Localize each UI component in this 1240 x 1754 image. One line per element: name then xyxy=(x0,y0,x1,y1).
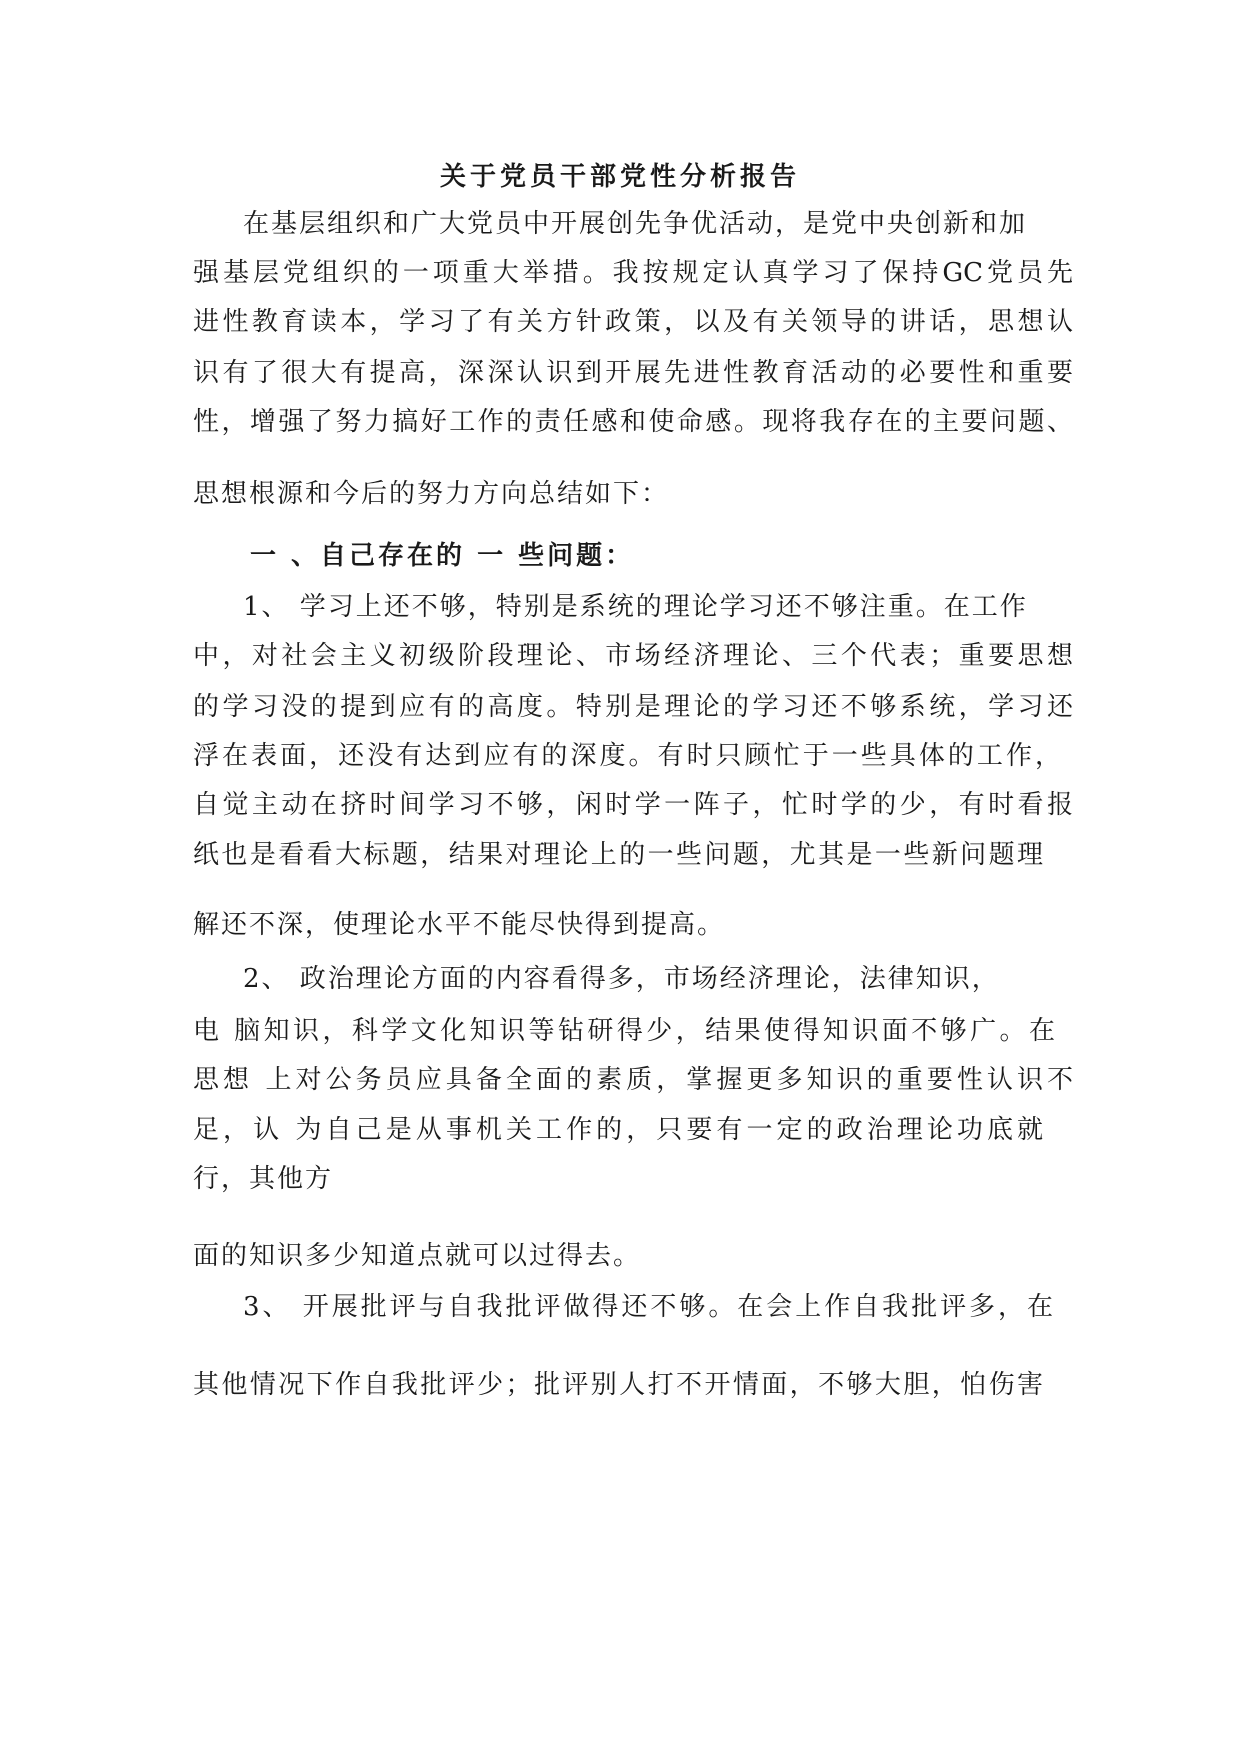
item1-line-1: 1、 学习上还不够，特别是系统的理论学习还不够注重。在工作 xyxy=(243,592,1028,622)
item1-line-3: 的学习没的提到应有的高度。特别是理论的学习还不够系统，学习还 xyxy=(193,692,1073,722)
item1-line-4: 浮在表面，还没有达到应有的深度。有时只顾忙于一些具体的工作， xyxy=(193,741,1061,771)
item2-line-1: 2、 政治理论方面的内容看得多，市场经济理论，法律知识， xyxy=(243,964,1000,994)
intro-line-5: 性，增强了努力搞好工作的责任感和使命感。现将我存在的主要问题、 xyxy=(193,407,1073,437)
intro-line-2: 强基层党组织的一项重大举措。我按规定认真学习了保持GC党员先 xyxy=(193,258,1073,288)
item2-line-6: 面的知识多少知道点就可以过得去。 xyxy=(193,1241,642,1271)
item3-line-1: 3、 开展批评与自我批评做得还不够。在会上作自我批评多，在 xyxy=(243,1292,1053,1322)
intro-line-3: 进性教育读本，学习了有关方针政策，以及有关领导的讲话，思想认 xyxy=(193,307,1073,337)
intro-line-1: 在基层组织和广大党员中开展创先争优活动，是党中央创新和加 xyxy=(243,209,1028,239)
section-heading: 一 、自己存在的 一 些问题： xyxy=(250,541,635,571)
item2-line-3: 思想 上对公务员应具备全面的素质，掌握更多知识的重要性认识不 xyxy=(193,1065,1073,1095)
item1-line-2: 中，对社会主义初级阶段理论、市场经济理论、三个代表；重要思想 xyxy=(193,641,1073,671)
item1-line-5: 自觉主动在挤时间学习不够，闲时学一阵子，忙时学的少，有时看报 xyxy=(193,790,1073,820)
item1-line-6: 纸也是看看大标题，结果对理论上的一些问题，尤其是一些新问题理 xyxy=(193,840,1043,870)
document-title: 关于党员干部党性分析报告 xyxy=(439,162,800,192)
item2-line-4: 足，认 为自己是从事机关工作的，只要有一定的政治理论功底就 xyxy=(193,1115,1043,1145)
item2-line-2: 电 脑知识，科学文化知识等钻研得少，结果使得知识面不够广。在 xyxy=(193,1016,1055,1046)
intro-line-6: 思想根源和今后的努力方向总结如下： xyxy=(193,479,670,509)
intro-line-4: 识有了很大有提高，深深认识到开展先进性教育活动的必要性和重要 xyxy=(193,358,1073,388)
item3-line-2: 其他情况下作自我批评少；批评别人打不开情面，不够大胆，怕伤害 xyxy=(193,1370,1043,1400)
item1-line-7: 解还不深，使理论水平不能尽快得到提高。 xyxy=(193,910,726,940)
item2-line-5: 行，其他方 xyxy=(193,1164,334,1194)
